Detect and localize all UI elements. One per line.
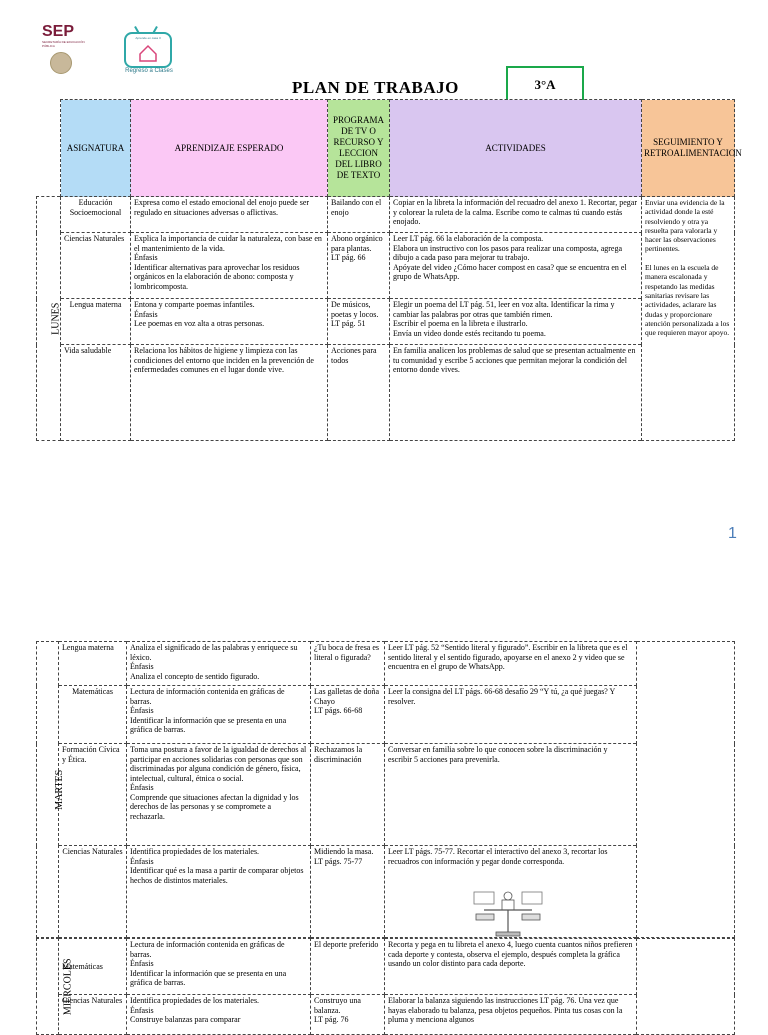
house-icon xyxy=(126,34,170,66)
table-row xyxy=(37,939,735,995)
plan-table-page-1 xyxy=(36,99,742,441)
table-row xyxy=(37,345,735,441)
plan-table-miercoles xyxy=(36,938,735,1035)
asignatura-cell: Ciencias Naturales xyxy=(59,846,127,938)
programa-cell: El deporte preferido xyxy=(311,939,385,995)
programa-cell: Bailando con el enojo xyxy=(328,197,390,233)
table-row xyxy=(37,846,735,938)
asignatura-cell: Ciencias Naturales xyxy=(61,233,131,299)
balance-illustration xyxy=(472,886,544,938)
day-label-miercoles: MIERCOLES xyxy=(37,939,59,1035)
aprendizaje-cell: Lectura de información contenida en gráficas de barras. Énfasis Identificar la información que se presenta en una gráfica de barras. xyxy=(127,939,311,995)
regreso-a-clases-logo xyxy=(118,26,180,82)
asignatura-cell: Matemáticas xyxy=(59,686,127,744)
asignatura-cell: Ciencias Naturales xyxy=(59,995,127,1035)
actividades-cell: Leer LT pág. 66 la elaboración de la composta. Elabora un instructivo con los pasos para realizar una composta, agrega dibujo a cada paso para mejorar tu trabajo. Apóyate del video ¿Cómo hacer compost en casa? que se encuentra en el grupo de WhatsApp. xyxy=(390,233,642,299)
table-row xyxy=(37,995,735,1035)
tv-caption: Aprende en casa II xyxy=(135,36,161,40)
table-row xyxy=(37,233,735,299)
tv-icon xyxy=(124,32,172,68)
programa-cell: Abono orgánico para plantas. LT pág. 66 xyxy=(328,233,390,299)
table-row xyxy=(37,299,735,345)
actividades-cell: En familia analicen los problemas de salud que se presentan actualmente en tu comunidad y escribe 5 acciones que permitan mejorar la condición del entorno donde vives. xyxy=(390,345,642,441)
programa-cell: Acciones para todos xyxy=(328,345,390,441)
aprendizaje-cell: Relaciona los hábitos de higiene y limpieza con las condiciones del entorno que inciden en la prevención de enfermedades comunes en el lugar donde vive. xyxy=(131,345,328,441)
sep-logo xyxy=(42,24,92,76)
day-label-martes: MARTES xyxy=(37,642,59,938)
page-number: 1 xyxy=(728,525,737,542)
seal-icon xyxy=(50,52,72,74)
aprendizaje-cell: Toma una postura a favor de la igualdad de derechos al participar en acciones solidarias con personas que son discriminadas por alguna condición de género, física, intelectual, cultural, étnica o social. Énfasis Comprende que situaciones afectan la dignidad y los derechos de las personas y se compromete a rechazarla. xyxy=(127,744,311,846)
programa-cell: ¿Tu boca de fresa es literal o figurada? xyxy=(311,642,385,686)
seguimiento-cell xyxy=(637,939,735,1035)
programa-cell: Midiendo la masa. LT págs. 75-77 xyxy=(311,846,385,938)
table-row xyxy=(37,642,735,686)
actividades-cell: Elaborar la balanza siguiendo las instrucciones LT pág. 76. Una vez que hayas elaborado tu balanza, pesa objetos pequeños. Pinta tus cosas con la pluma y menciona algunos xyxy=(385,995,637,1035)
asignatura-cell: Matemáticas xyxy=(59,939,127,995)
actividades-cell: Leer LT pág. 52 “Sentido literal y figurado”. Escribir en la libreta que es el sentido literal y el sentido figurado, apoyarse en el anexo 2 y video que se encuentra en el grupo de WhatsApp. xyxy=(385,642,637,686)
col-programa: PROGRAMA DE TV O RECURSO Y LECCION DEL LIBRO DE TEXTO xyxy=(328,100,390,197)
page-title: PLAN DE TRABAJO xyxy=(292,78,459,97)
col-aprendizaje: APRENDIZAJE ESPERADO xyxy=(131,100,328,197)
aprendizaje-cell: Expresa como el estado emocional del enojo puede ser regulado en situaciones adversas o aflictivas. xyxy=(131,197,328,233)
seguimiento-cell xyxy=(637,642,735,938)
aprendizaje-cell: Entona y comparte poemas infantiles. Énfasis Lee poemas en voz alta a otras personas. xyxy=(131,299,328,345)
actividades-cell: Copiar en la libreta la información del recuadro del anexo 1. Recortar, pegar y colorear la ruleta de la calma. Escribe como te calmas tú cuando estás enojado. xyxy=(390,197,642,233)
aprendizaje-cell: Lectura de información contenida en gráficas de barras. Énfasis Identificar la información que se presenta en una gráfica de barras. xyxy=(127,686,311,744)
actividades-cell: Recorta y pega en tu libreta el anexo 4, luego cuenta cuantos niños prefieren cada deporte y contesta, observa el ejemplo, después completa la gráfica usando un color distinto para cada deporte. xyxy=(385,939,637,995)
col-seguimiento: SEGUIMIENTO Y RETROALIMENTACION xyxy=(642,100,735,197)
plan-table-martes xyxy=(36,641,735,938)
sep-label: SEP xyxy=(42,23,75,40)
aprendizaje-cell: Explica la importancia de cuidar la naturaleza, con base en el mantenimiento de la vida. Énfasis Identificar alternativas para aprovechar los residuos orgánicos en la elaboración de abono: composta y lombricomposta. xyxy=(131,233,328,299)
programa-cell: De músicos, poetas y locos. LT pág. 51 xyxy=(328,299,390,345)
programa-cell: Construyo una balanza. LT pág. 76 xyxy=(311,995,385,1035)
actividades-cell: Elegir un poema del LT pág. 51, leer en voz alta. Identificar la rima y cambiar las palabras por otras que también rimen. Escribir el poema en la libreta e ilustrarlo. Envía un video donde estés recitando tu poema. xyxy=(390,299,642,345)
col-actividades: ACTIVIDADES xyxy=(390,100,642,197)
actividades-cell: Conversar en familia sobre lo que conocen sobre la discriminación y escribir 5 acciones para prevenirla. xyxy=(385,744,637,846)
table-header-row xyxy=(37,100,735,197)
asignatura-cell: Lengua materna xyxy=(59,642,127,686)
regreso-label: Regreso a Clases xyxy=(125,68,173,74)
aprendizaje-cell: Identifica propiedades de los materiales. Énfasis Construye balanzas para comparar xyxy=(127,995,311,1035)
actividades-cell: Leer LT págs. 75-77. Recortar el interactivo del anexo 3, recortar los recuadros con información y pegar donde corresponda. xyxy=(385,846,637,938)
grade-badge: 3°A xyxy=(506,66,584,104)
programa-cell: Las galletas de doña Chayo LT págs. 66-68 xyxy=(311,686,385,744)
table-row xyxy=(37,686,735,744)
sep-subtitle: SECRETARÍA DE EDUCACIÓN PÚBLICA xyxy=(42,40,85,48)
asignatura-cell: Vida saludable xyxy=(61,345,131,441)
table-row xyxy=(37,197,735,233)
col-asignatura: ASIGNATURA xyxy=(61,100,131,197)
aprendizaje-cell: Analiza el significado de las palabras y enriquece su léxico. Énfasis Analiza el concepto de sentido figurado. xyxy=(127,642,311,686)
asignatura-cell: Educación Socioemocional xyxy=(61,197,131,233)
asignatura-cell: Formación Cívica y Ética. xyxy=(59,744,127,846)
day-label-lunes: LUNES xyxy=(37,197,61,441)
header-spacer xyxy=(37,100,61,197)
table-row xyxy=(37,744,735,846)
programa-cell: Rechazamos la discriminación xyxy=(311,744,385,846)
seguimiento-cell: Enviar una evidencia de la actividad donde la esté resolviendo y otra ya resuelta para valorarla y hacer las observaciones pertinentes. El lunes en la escuela de manera escalonada y respetando las medidas sanitarias revisare las actividades, aclarare las dudas y proporcionare atención personalizada a los que requieren mayor apoyo. xyxy=(642,197,735,441)
asignatura-cell: Lengua materna xyxy=(61,299,131,345)
actividades-cell: Leer la consigna del LT págs. 66-68 desafío 29 “Y tú, ¿a qué juegas? Y resolver. xyxy=(385,686,637,744)
aprendizaje-cell: Identifica propiedades de los materiales. Énfasis Identificar qué es la masa a partir de comparar objetos hechos de distintos materiales. xyxy=(127,846,311,938)
